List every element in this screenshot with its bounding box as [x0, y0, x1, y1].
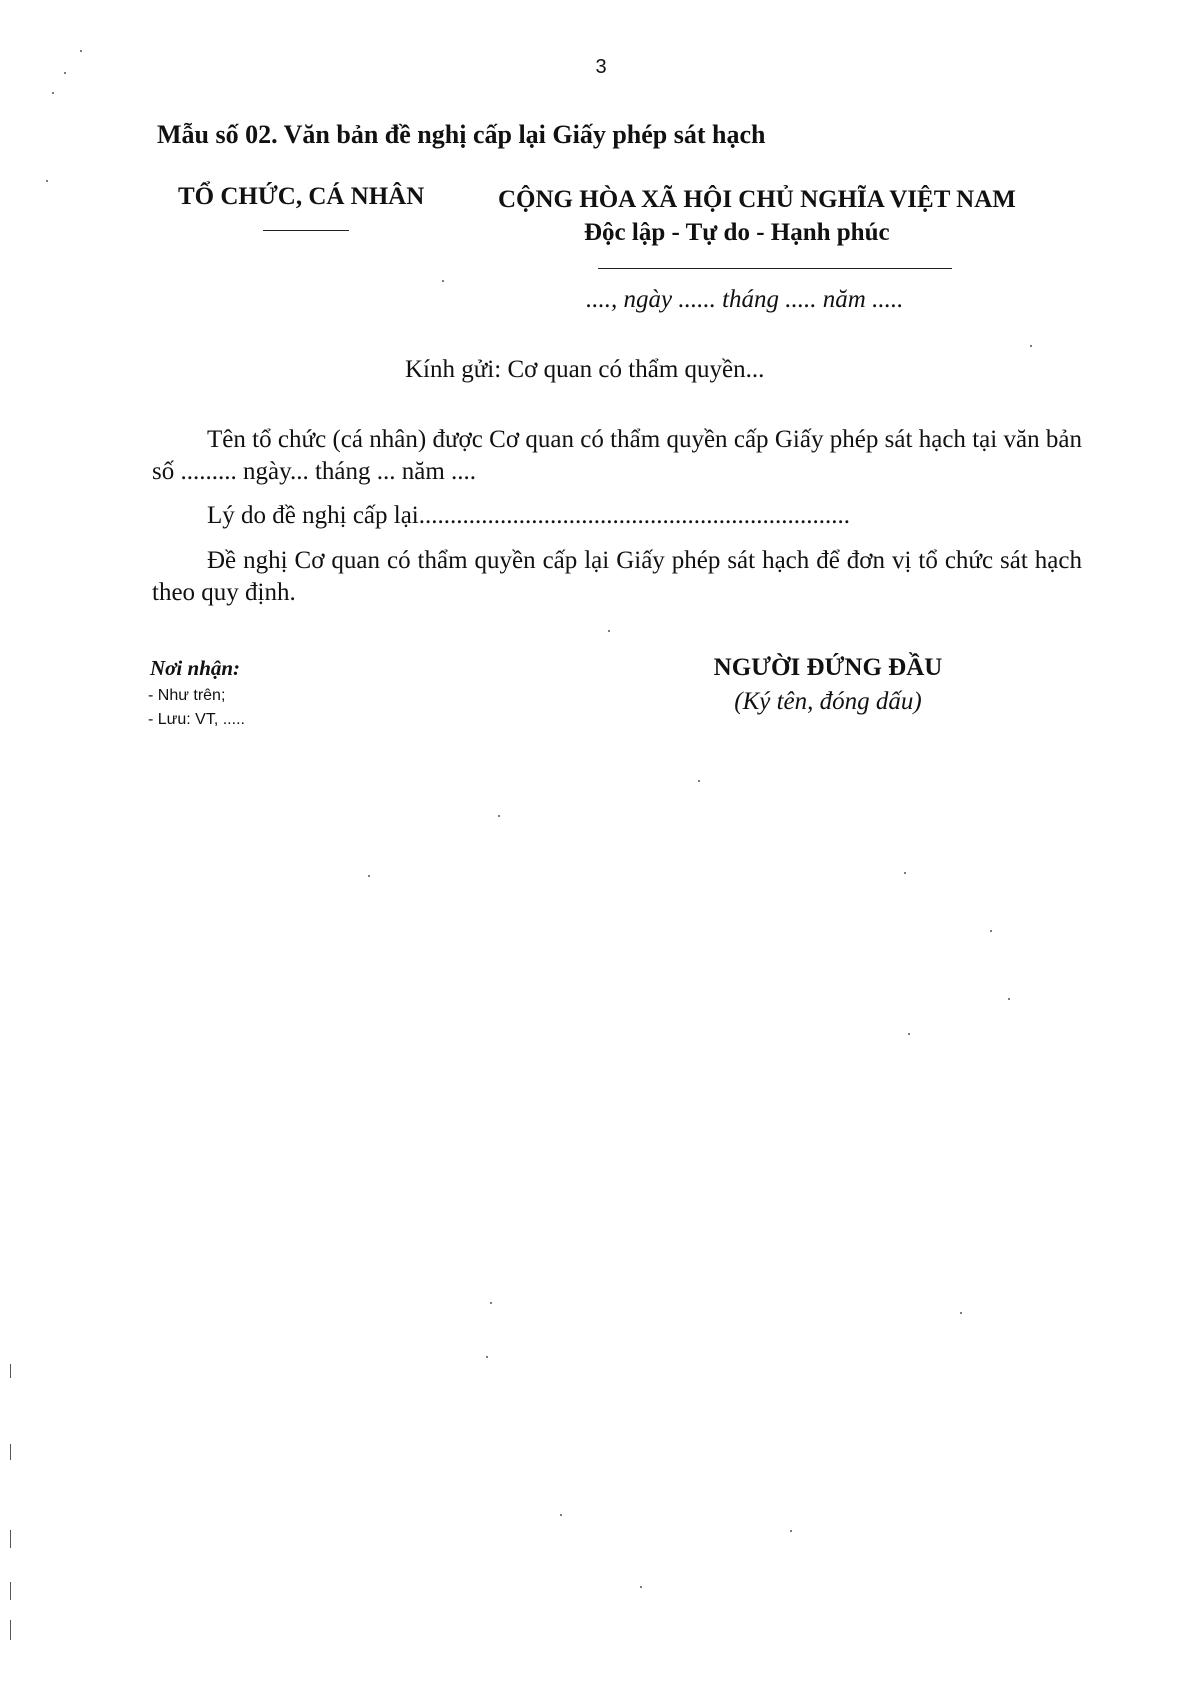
nation-title: CỘNG HÒA XÃ HỘI CHỦ NGHĨA VIỆT NAM [498, 186, 1016, 213]
date-line: ...., ngày ...... tháng ..... năm ..... [586, 286, 904, 313]
body-paragraph-3: Đề nghị Cơ quan có thẩm quyền cấp lại Giấy phép sát hạch để đơn vị tổ chức sát hạch theo quy định. [152, 547, 1082, 606]
org-label: TỔ CHỨC, CÁ NHÂN [178, 183, 425, 210]
scan-speck [698, 780, 700, 782]
recipients-heading: Nơi nhận: [150, 656, 241, 680]
scan-speck [960, 1312, 962, 1314]
scan-speck [1030, 345, 1032, 347]
scan-edge-mark [10, 1582, 11, 1600]
scan-speck [608, 630, 610, 632]
scan-edge-mark [10, 1620, 11, 1640]
scan-speck [368, 875, 370, 877]
body-paragraph-1: Tên tổ chức (cá nhân) được Cơ quan có thẩm quyền cấp Giấy phép sát hạch tại văn bản số ......... ngày... tháng ... năm .... [152, 426, 1082, 485]
scan-edge-mark [10, 1364, 11, 1378]
recipients-item: - Như trên; [148, 687, 226, 704]
scan-speck [560, 1514, 562, 1516]
signature-note: (Ký tên, đóng dấu) [734, 688, 922, 715]
scan-speck [790, 1530, 792, 1532]
nation-motto: Độc lập - Tự do - Hạnh phúc [584, 219, 890, 246]
scan-speck [904, 872, 906, 874]
body-paragraph-2: Lý do đề nghị cấp lại..................................................................... [207, 502, 850, 529]
scan-speck [990, 930, 992, 932]
scan-speck [490, 1302, 492, 1304]
form-title: Mẫu số 02. Văn bản đề nghị cấp lại Giấy phép sát hạch [157, 120, 766, 149]
scan-speck [64, 72, 66, 74]
scan-speck [46, 180, 48, 182]
scan-speck [442, 280, 444, 282]
motto-underline [598, 268, 952, 269]
signature-title: NGƯỜI ĐỨNG ĐẦU [713, 654, 943, 681]
recipients-item: - Lưu: VT, ..... [148, 711, 245, 728]
recipient-line: Kính gửi: Cơ quan có thẩm quyền... [405, 356, 765, 383]
scan-speck [498, 815, 500, 817]
scan-edge-mark [10, 1530, 11, 1548]
scan-speck [486, 1356, 488, 1358]
scan-speck [80, 50, 82, 52]
scan-speck [1008, 998, 1010, 1000]
scan-speck [908, 1033, 910, 1035]
scan-edge-mark [10, 1444, 11, 1460]
page-number: 3 [595, 56, 607, 78]
scan-speck [52, 92, 54, 94]
scan-speck [640, 1586, 642, 1588]
org-underline [263, 230, 349, 231]
